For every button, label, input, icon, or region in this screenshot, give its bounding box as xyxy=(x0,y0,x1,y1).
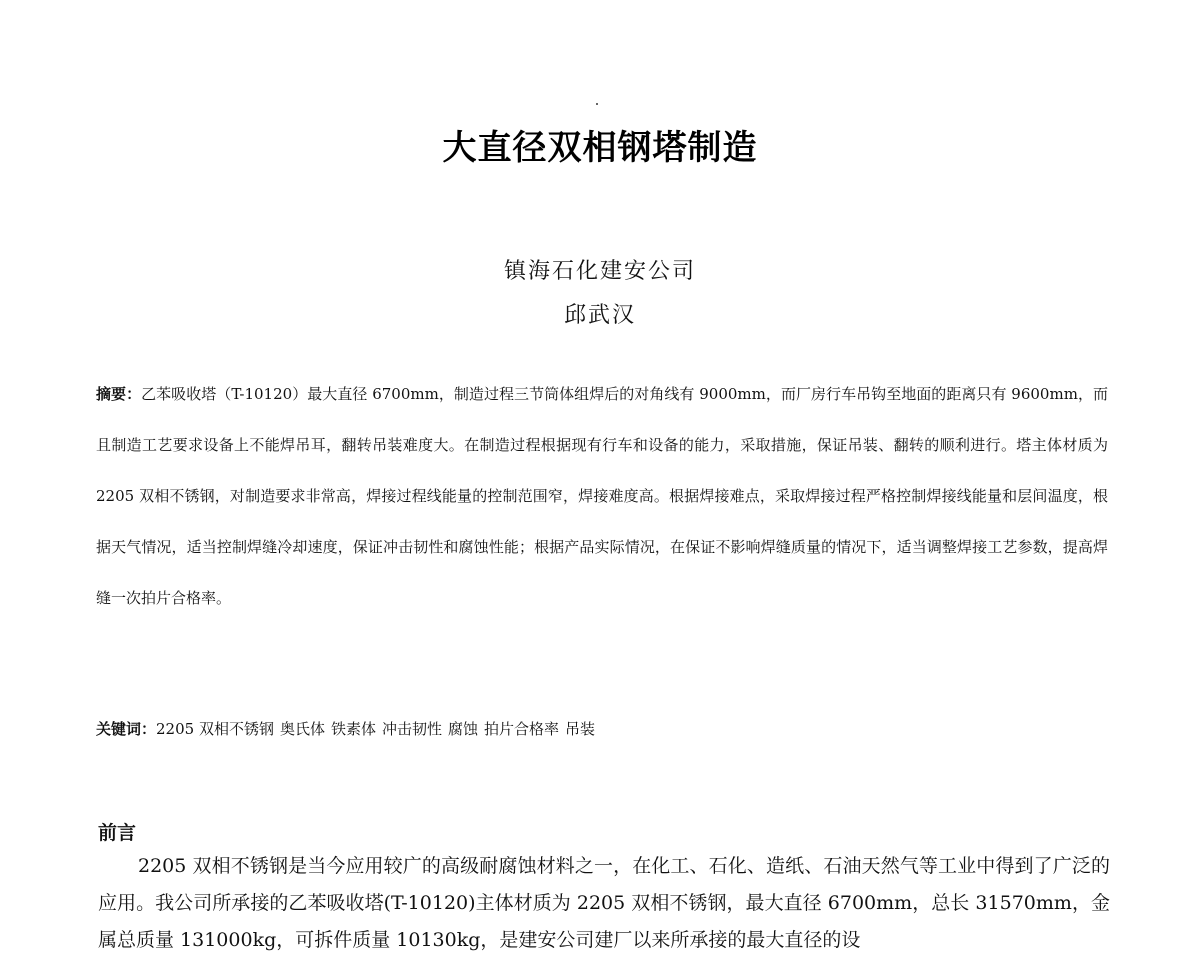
keywords xyxy=(96,714,1108,744)
author-affiliation: 镇海石化建安公司 xyxy=(503,259,696,284)
abstract-text: 乙苯吸收塔（T-10120）最大直径 6700mm，制造过程三节筒体组焊后的对角线有 9000mm，而厂房行车吊钩至地面的距离只有 9600mm，而且制造工艺要求设备上不能焊吊耳，翻转吊装难度大。在制造过程根据现有行车和设备的能力，采取措施，保证吊装、翻转的顺利进行。塔主体材质为 2205 双相不锈钢，对制造要求非常高，焊接过程线能量的控制范围窄，焊接难度高。根据焊接难点，采取焊接过程严格控制焊接线能量和层间温度，根据天气情况，适当控制焊缝冷却速度，保证冲击韧性和腐蚀性能；根据产品实际情况，在保证不影响焊缝质量的情况下，适当调整焊接工艺参数，提高焊缝一次拍片合格率。 xyxy=(96,385,1108,607)
keyword: 冲击韧性 xyxy=(382,720,443,738)
keyword: 腐蚀 xyxy=(448,720,479,738)
keyword: 奥氏体 xyxy=(279,720,325,738)
abstract xyxy=(96,369,1108,624)
keyword: 吊装 xyxy=(565,720,596,738)
section-heading-preface: 前言 xyxy=(98,822,137,844)
abstract-label: 摘要： xyxy=(96,385,142,403)
scan-speck xyxy=(596,103,598,105)
author-name: 邱武汉 xyxy=(563,303,636,328)
preface-paragraph: 2205 双相不锈钢是当今应用较广的高级耐腐蚀材料之一，在化工、石化、造纸、石油天然气等工业中得到了广泛的应用。我公司所承接的乙苯吸收塔(T-10120)主体材质为 2205 双相不锈钢，最大直径 6700mm，总长 31570mm，金属总质量 131000kg，可拆件质量 10130kg，是建安公司建厂以来所承接的最大直径的设 xyxy=(98,855,1110,951)
keyword: 2205 双相不锈钢 xyxy=(156,720,274,738)
keywords-label: 关键词： xyxy=(96,720,157,738)
paper-title: 大直径双相钢塔制造 xyxy=(442,128,758,168)
keyword: 铁素体 xyxy=(330,720,376,738)
keyword: 拍片合格率 xyxy=(484,720,560,738)
